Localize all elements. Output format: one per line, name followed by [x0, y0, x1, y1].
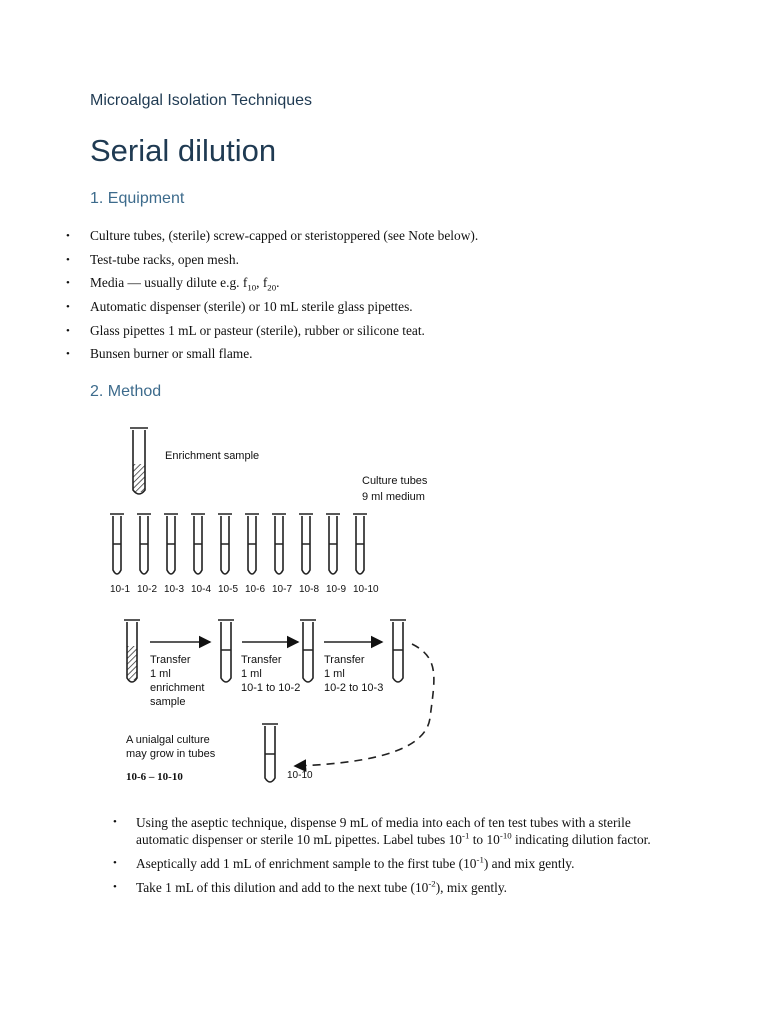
transfer2-line: 1 ml	[241, 668, 262, 680]
final-tube-icon	[262, 724, 278, 782]
tube-label: 10-2	[137, 584, 158, 595]
list-item: • Using the aseptic technique, dispense 9 mL of media into each of ten test tubes with a sterile automatic dispenser or sterile 10 mL pipettes. Label tubes $10^{-1}$ to $10^{-10}$ indicating dilution factor.	[0, 814, 676, 848]
tube-label: 10-5	[218, 584, 239, 595]
serial-dilution-figure	[90, 418, 438, 798]
tube-label: 10-1	[110, 584, 131, 595]
list-item: • Test-tube racks, open mesh.	[0, 250, 478, 274]
unialgal-label-1: A unialgal culture	[126, 734, 210, 746]
tube-label: 10-7	[272, 584, 293, 595]
list-item: • Bunsen burner or small flame.	[0, 344, 478, 368]
transfer2-line: 10-1 to 10-2	[241, 682, 301, 694]
final-tube-label: 10-10	[287, 770, 313, 781]
list-item: • Automatic dispenser (sterile) or 10 mL sterile glass pipettes.	[0, 297, 478, 321]
range-label: 10-6 – 10-10	[126, 771, 183, 783]
list-item: • Culture tubes, (sterile) screw-capped or steristoppered (see Note below).	[0, 226, 478, 250]
equipment-heading: 1. Equipment	[90, 190, 185, 207]
transfer-tube-icon	[124, 620, 140, 682]
section-kicker: Microalgal Isolation Techniques	[90, 92, 313, 109]
culture-label-2: 9 ml medium	[362, 491, 425, 503]
list-item: • Media — usually dilute e.g. $f_{10}$, $f_{20}$.	[0, 273, 478, 297]
transfer2-line: Transfer	[241, 654, 282, 666]
transfer-tube-icon	[300, 620, 316, 682]
transfer-tube-icon	[218, 620, 234, 682]
culture-tube-row	[110, 514, 367, 574]
enrichment-tube-icon	[130, 428, 148, 494]
transfer1-line: sample	[150, 696, 186, 708]
equipment-list	[0, 226, 478, 368]
transfer-tube-icon	[390, 620, 406, 682]
tube-label: 10-6	[245, 584, 266, 595]
unialgal-label-2: may grow in tubes	[126, 748, 216, 760]
transfer3-line: Transfer	[324, 654, 365, 666]
tube-label: 10-3	[164, 584, 185, 595]
transfer3-line: 10-2 to 10-3	[324, 682, 384, 694]
tube-label: 10-10	[353, 584, 379, 595]
tube-label: 10-4	[191, 584, 212, 595]
list-item: • Glass pipettes 1 mL or pasteur (sterile), rubber or silicone teat.	[0, 321, 478, 345]
transfer1-line: 1 ml	[150, 668, 171, 680]
method-steps	[0, 814, 676, 903]
transfer1-line: Transfer	[150, 654, 191, 666]
enrichment-label: Enrichment sample	[165, 450, 260, 462]
tube-label: 10-9	[326, 584, 347, 595]
list-item: • Aseptically add 1 mL of enrichment sample to the first tube $(10^{-1})$ and mix gently.	[0, 855, 676, 872]
culture-label-1: Culture tubes	[362, 475, 428, 487]
method-heading: 2. Method	[90, 383, 162, 400]
page-title: Serial dilution	[90, 133, 277, 168]
list-item: • Take 1 mL of this dilution and add to the next tube $(10^{-2})$, mix gently.	[0, 879, 676, 896]
tube-label: 10-8	[299, 584, 320, 595]
transfer3-line: 1 ml	[324, 668, 345, 680]
transfer1-line: enrichment	[150, 682, 205, 694]
